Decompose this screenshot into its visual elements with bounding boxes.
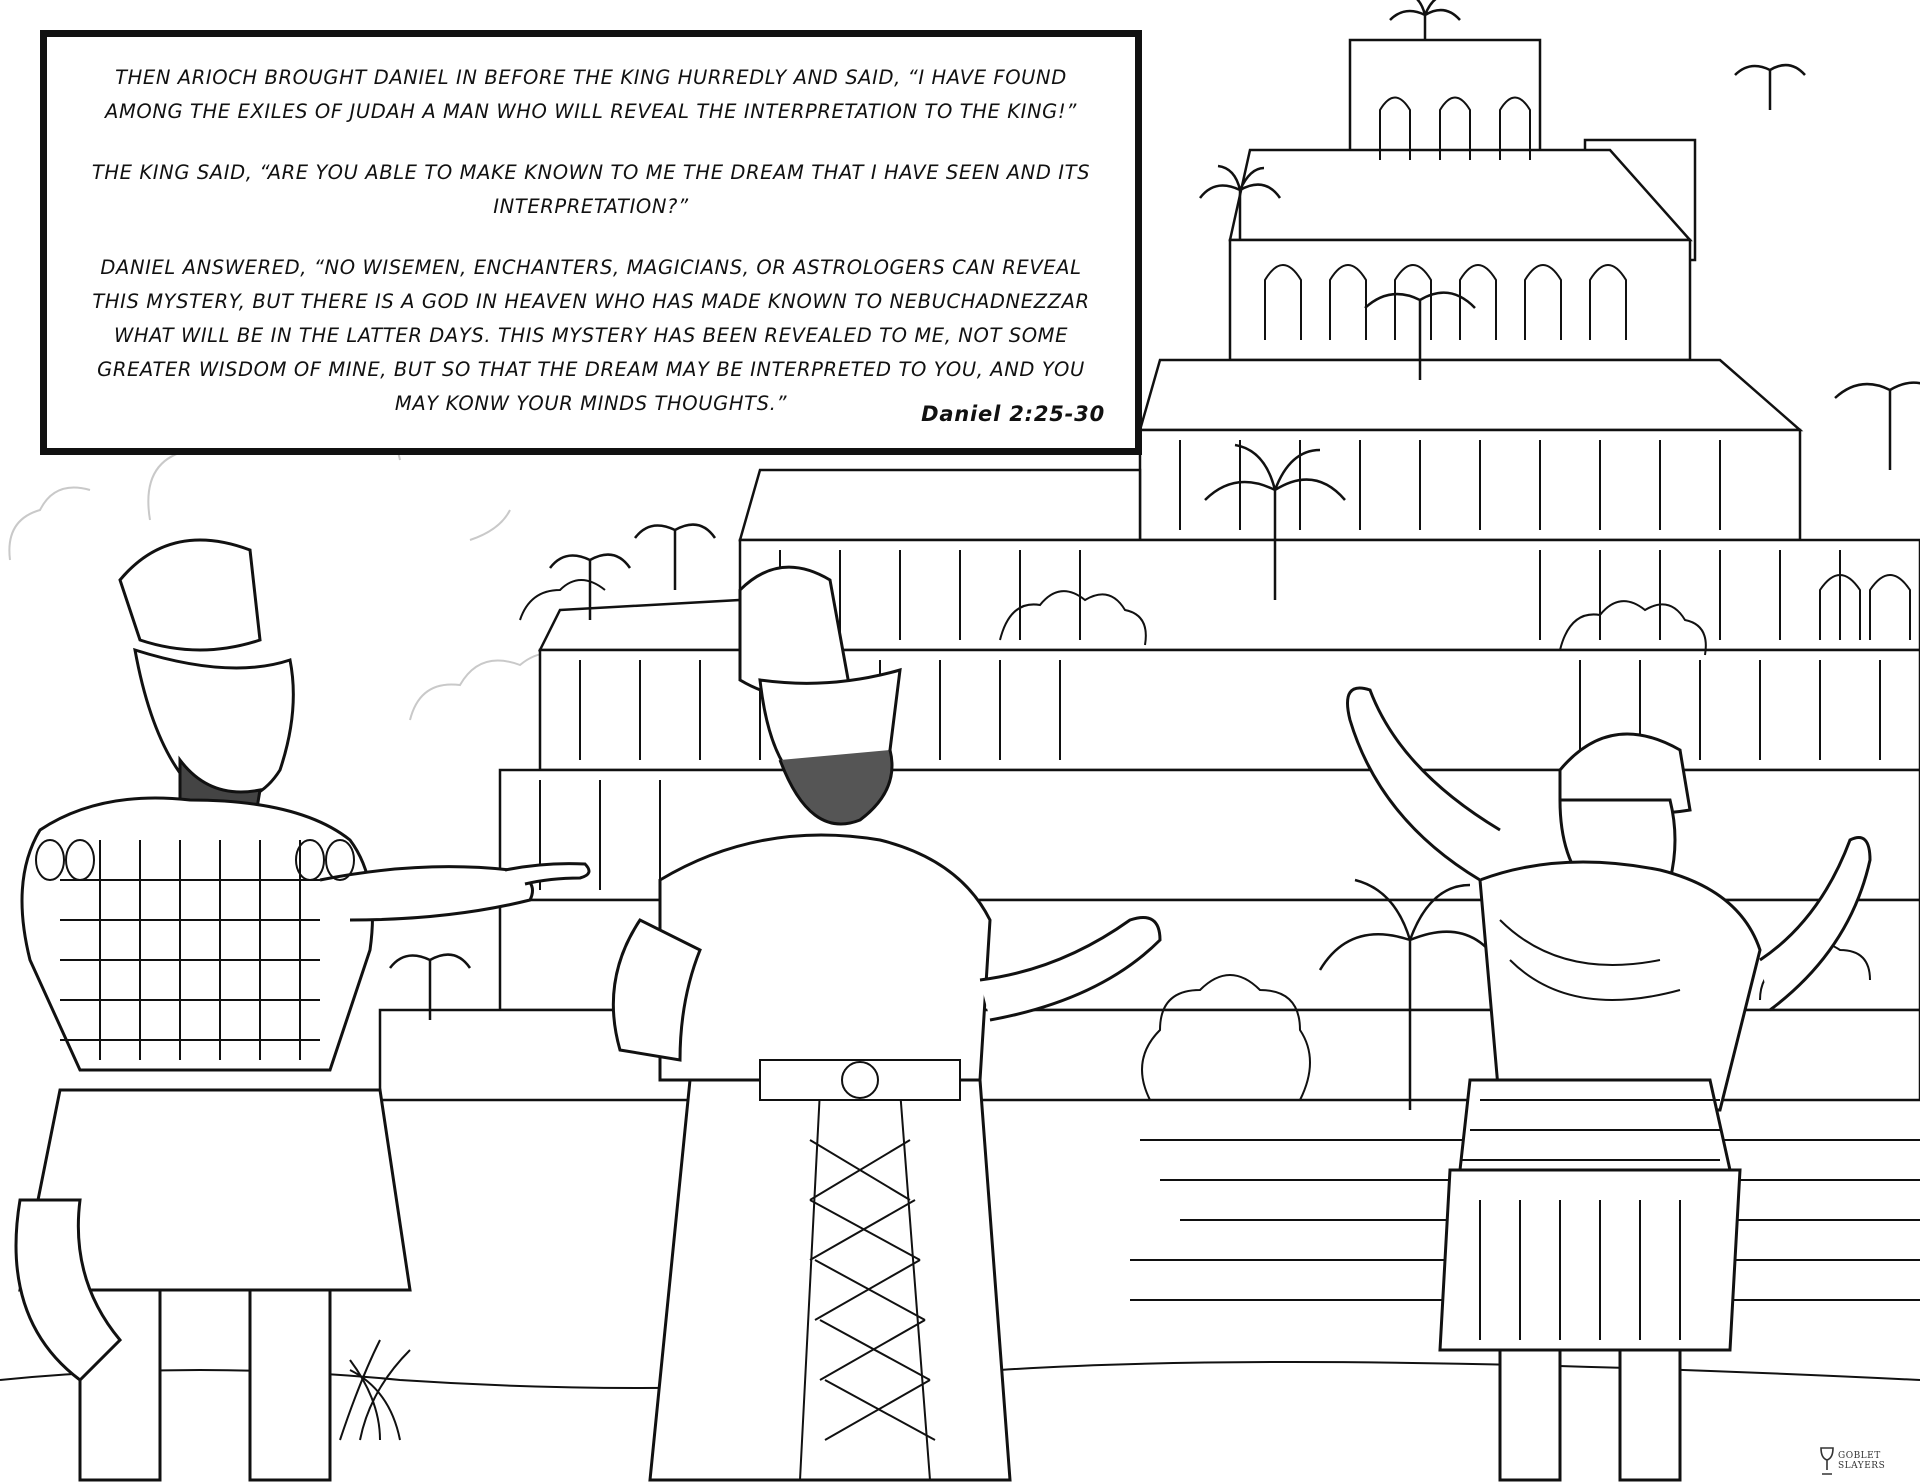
goblet-icon	[1820, 1446, 1834, 1476]
logo-line-1: GOBLET	[1838, 1451, 1881, 1461]
logo-line-2: SLAYERS	[1838, 1461, 1886, 1471]
scripture-caption-box	[40, 30, 1142, 455]
caption-paragraph: THE KING SAID, “ARE YOU ABLE TO MAKE KNOWN TO ME THE DREAM THAT I HAVE SEEN AND ITS INTERPRETATION?”	[91, 161, 1091, 218]
caption-paragraph: THEN ARIOCH BROUGHT DANIEL IN BEFORE THE KING HURREDLY AND SAID, “I HAVE FOUND AMONG THE EXILES OF JUDAH A MAN WHO WILL REVEAL THE INTERPRETATION TO THE KING!”	[105, 66, 1077, 123]
logo-text	[1838, 1451, 1885, 1471]
scripture-reference: Daniel 2:25-30	[921, 402, 1105, 426]
caption-paragraph: DANIEL ANSWERED, “NO WISEMEN, ENCHANTERS, MAGICIANS, OR ASTROLOGERS CAN REVEAL THIS MYSTERY, BUT THERE IS A GOD IN HEAVEN WHO HAS MADE KNOWN TO NEBUCHADNEZZAR WHAT WILL BE IN THE LATTER DAYS. THIS MYSTERY HAS BEEN REVEALED TO ME, NOT SOME GREATER WISDOM OF MINE, BUT SO THAT THE DREAM MAY BE INTERPRETED TO YOU, AND YOU MAY KONW YOUR MINDS THOUGHTS.”	[92, 256, 1090, 415]
goblet-slayers-logo	[1820, 1442, 1912, 1480]
